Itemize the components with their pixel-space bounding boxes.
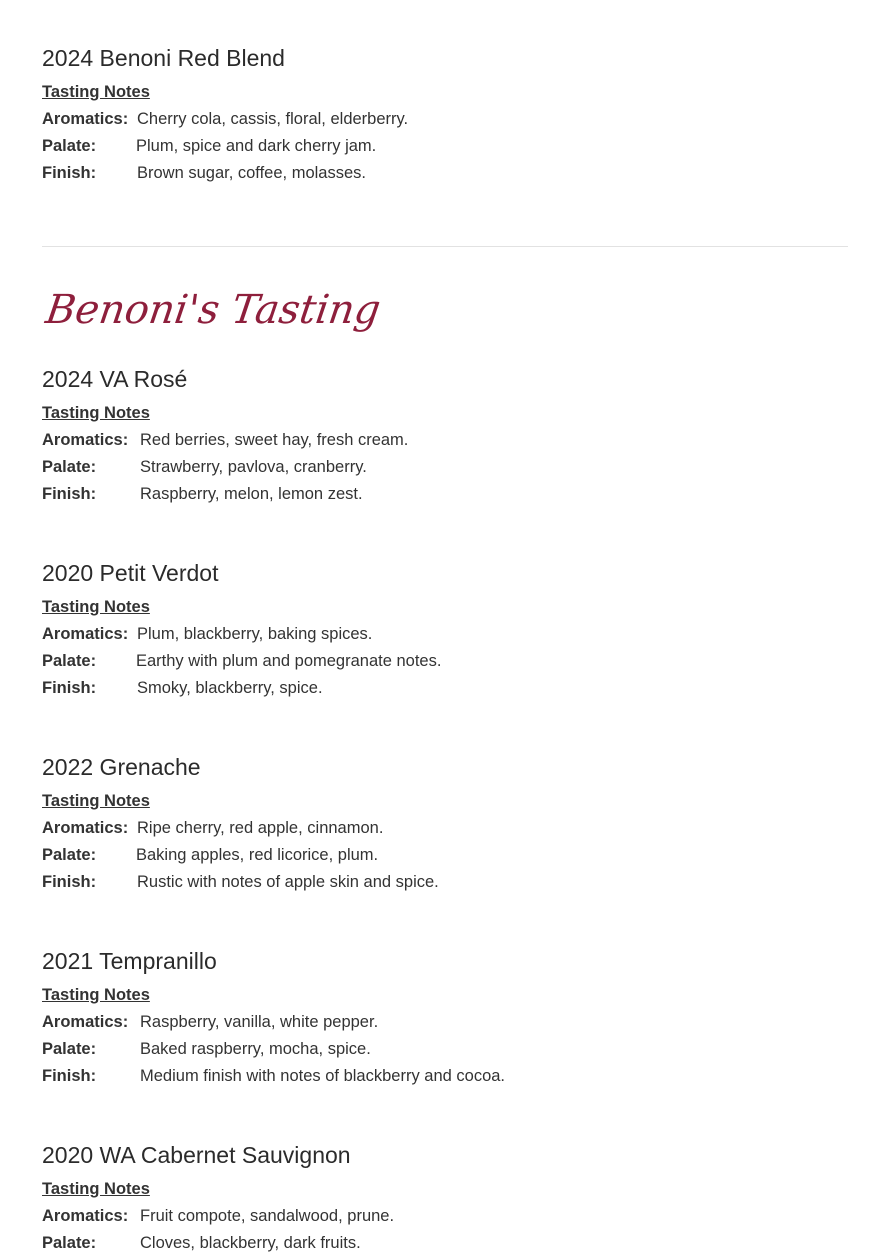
finish-label: Finish: [42, 679, 97, 697]
finish-label: Finish: [42, 873, 97, 891]
wine-title: 2021 Tempranillo [42, 948, 217, 974]
finish-value: Brown sugar, coffee, molasses. [137, 164, 366, 182]
aromatics-row [42, 106, 409, 133]
aromatics-value: Cherry cola, cassis, floral, elderberry. [137, 110, 409, 128]
finish-value: Rustic with notes of apple skin and spice. [137, 873, 439, 891]
wine-entry-grenache [42, 753, 439, 896]
palate-value: Cloves, blackberry, dark fruits. [140, 1234, 361, 1252]
wine-title: 2020 Petit Verdot [42, 560, 219, 586]
finish-value: Smoky, blackberry, spice. [137, 679, 323, 697]
wine-entry-red-blend [42, 44, 409, 187]
wine-title: 2024 VA Rosé [42, 366, 188, 392]
wine-entry-petit-verdot [42, 559, 442, 702]
palate-row [42, 648, 442, 675]
finish-row [42, 869, 439, 896]
tasting-notes-label: Tasting Notes [42, 598, 150, 616]
aromatics-label: Aromatics: [42, 431, 129, 449]
finish-row [42, 1063, 506, 1090]
palate-label: Palate: [42, 1040, 97, 1058]
wine-entry-rose [42, 365, 409, 508]
finish-label: Finish: [42, 164, 97, 182]
wine-title: 2024 Benoni Red Blend [42, 45, 285, 71]
palate-value: Strawberry, pavlova, cranberry. [140, 458, 367, 476]
tasting-notes-label: Tasting Notes [42, 792, 150, 810]
aromatics-label: Aromatics: [42, 819, 129, 837]
palate-value: Baked raspberry, mocha, spice. [140, 1040, 371, 1058]
aromatics-value: Ripe cherry, red apple, cinnamon. [137, 819, 384, 837]
palate-label: Palate: [42, 1234, 97, 1252]
wine-title: 2020 WA Cabernet Sauvignon [42, 1142, 351, 1168]
palate-label: Palate: [42, 458, 97, 476]
aromatics-row [42, 815, 384, 842]
aromatics-label: Aromatics: [42, 110, 129, 128]
wine-title: 2022 Grenache [42, 754, 201, 780]
finish-value: Raspberry, melon, lemon zest. [140, 485, 363, 503]
tasting-notes-label: Tasting Notes [42, 986, 150, 1004]
aromatics-row [42, 1203, 395, 1230]
tasting-notes-label: Tasting Notes [42, 404, 150, 422]
palate-row [42, 454, 367, 481]
palate-label: Palate: [42, 137, 97, 155]
wine-entry-tempranillo [42, 947, 506, 1090]
aromatics-row [42, 621, 373, 648]
palate-row [42, 1230, 361, 1257]
section-heading: Benoni's Tasting [42, 287, 384, 333]
aromatics-label: Aromatics: [42, 1207, 129, 1225]
tasting-notes-label: Tasting Notes [42, 83, 150, 101]
palate-row [42, 842, 379, 869]
palate-label: Palate: [42, 846, 97, 864]
palate-value: Baking apples, red licorice, plum. [136, 846, 379, 864]
aromatics-row [42, 427, 409, 454]
aromatics-value: Plum, blackberry, baking spices. [137, 625, 373, 643]
aromatics-label: Aromatics: [42, 625, 129, 643]
finish-label: Finish: [42, 1067, 97, 1085]
aromatics-value: Fruit compote, sandalwood, prune. [140, 1207, 395, 1225]
palate-row [42, 1036, 371, 1063]
aromatics-label: Aromatics: [42, 1013, 129, 1031]
wine-entry-cabernet-sauvignon [42, 1141, 395, 1257]
palate-row [42, 133, 377, 160]
finish-value: Medium finish with notes of blackberry and cocoa. [140, 1067, 506, 1085]
finish-row [42, 160, 366, 187]
finish-label: Finish: [42, 485, 97, 503]
finish-row [42, 481, 363, 508]
palate-value: Plum, spice and dark cherry jam. [136, 137, 377, 155]
aromatics-row [42, 1009, 379, 1036]
tasting-notes-label: Tasting Notes [42, 1180, 150, 1198]
finish-row [42, 675, 323, 702]
aromatics-value: Red berries, sweet hay, fresh cream. [140, 431, 409, 449]
section-divider [42, 246, 848, 247]
aromatics-value: Raspberry, vanilla, white pepper. [140, 1013, 379, 1031]
palate-label: Palate: [42, 652, 97, 670]
palate-value: Earthy with plum and pomegranate notes. [136, 652, 442, 670]
